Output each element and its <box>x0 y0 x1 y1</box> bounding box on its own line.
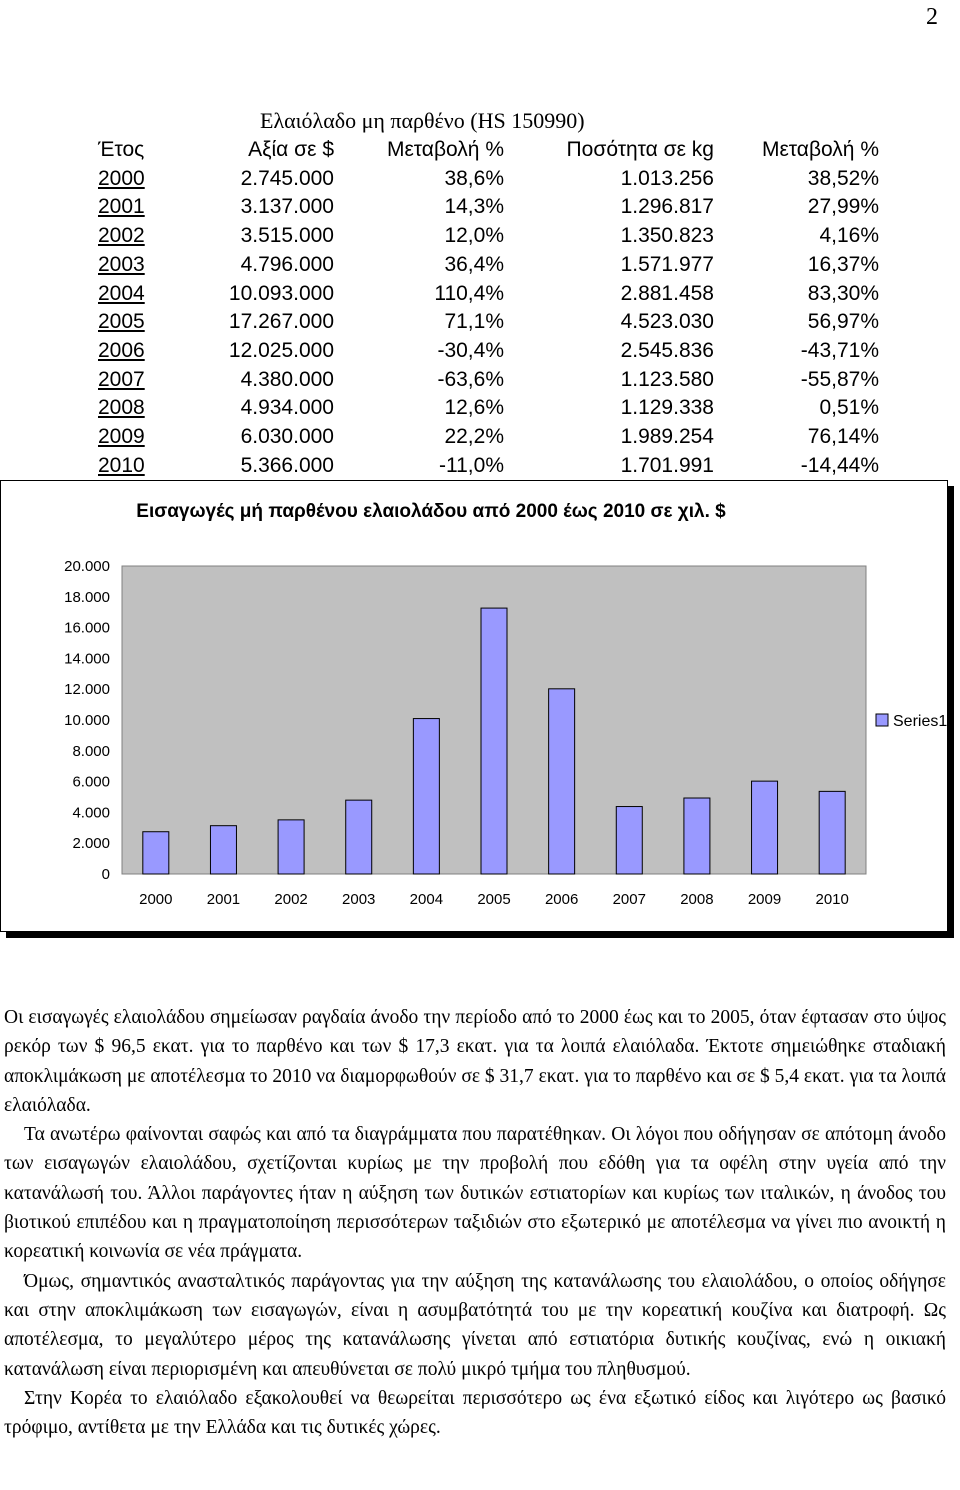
value-change-cell: 14,3% <box>444 195 504 219</box>
x-axis-ticks <box>139 891 849 908</box>
value-cell: 3.137.000 <box>240 195 334 219</box>
chart-svg <box>1 481 949 933</box>
quantity-change-cell: 76,14% <box>807 425 879 449</box>
x-tick-label: 2007 <box>612 891 646 908</box>
bar-2006 <box>549 689 575 874</box>
value-change-cell: -30,4% <box>437 338 504 362</box>
bar-2005 <box>481 608 507 874</box>
value-cell: 4.934.000 <box>240 396 334 420</box>
paragraph: Οι εισαγωγές ελαιολάδου σημείωσαν ραγδαία άνοδο την περίοδο από το 2000 έως και το 2005, όταν έφτασαν στο ύψος ρεκόρ των $ 96,5 εκατ. για το παρθένο και των $ 17,3 εκατ. για τα λοιπά ελαιόλαδα. Έκτοτε σημειώθηκε σταδιακή αποκλιμάκωση με αποτέλεσμα το 2010 να διαμορφωθούν σε $ 31,7 εκατ. για το παρθένο και σε $ 5,4 εκατ. για τα λοιπά ελαιόλαδα. <box>4 1007 946 1116</box>
quantity-cell: 1.350.823 <box>620 224 714 248</box>
bar-2008 <box>684 798 710 874</box>
value-change-cell: 110,4% <box>434 281 504 305</box>
value-cell: 4.380.000 <box>240 367 334 391</box>
value-cell: 5.366.000 <box>240 453 334 477</box>
y-tick-label: 12.000 <box>64 681 110 699</box>
quantity-cell: 1.296.817 <box>620 195 714 219</box>
quantity-change-cell: -14,44% <box>800 453 879 477</box>
y-tick-label: 18.000 <box>64 588 110 606</box>
year-cell: 2002 <box>98 224 145 248</box>
table-row <box>90 394 879 423</box>
year-cell: 2009 <box>98 425 145 449</box>
bar-2000 <box>143 832 169 874</box>
y-tick-label: 16.000 <box>64 619 110 637</box>
paragraph: Τα ανωτέρω φαίνονται σαφώς και από τα διαγράμματα που παρατέθηκαν. Οι λόγοι που οδήγησαν σε απότομη άνοδο των εισαγωγών ελαιολάδου, σχετίζονται κυρίως με την προβολή που εδόθη για τα οφέλη στην υγεία από την κατανάλωσή του. Άλλοι παράγοντες ήταν η αύξηση των δυτικών εστιατορίων και κυρίως των ιταλικών, η άνοδος του βιοτικού επιπέδου και η πραγματοποίηση περισσότερων ταξιδιών στο εξωτερικό με αποτέλεσμα να γίνει πιο ανοικτή η κορεατική κοινωνία σε νέα πράγματα. <box>4 1124 946 1263</box>
bar-2001 <box>210 826 236 874</box>
x-tick-label: 2010 <box>815 891 849 908</box>
header-value-change: Μεταβολή % <box>386 138 504 161</box>
year-cell: 2007 <box>98 367 145 391</box>
x-tick-label: 2001 <box>206 891 241 908</box>
value-change-cell: 71,1% <box>444 310 504 334</box>
y-tick-label: 14.000 <box>64 650 110 668</box>
quantity-cell: 2.881.458 <box>620 281 714 305</box>
header-quantity: Ποσότητα σε kg <box>566 138 714 161</box>
y-axis-ticks <box>64 558 110 883</box>
y-tick-label: 6.000 <box>72 773 110 791</box>
quantity-cell: 1.571.977 <box>620 252 714 276</box>
value-cell: 12.025.000 <box>228 338 334 362</box>
x-tick-label: 2008 <box>680 891 714 908</box>
bar-2003 <box>346 800 372 874</box>
table-title: Ελαιόλαδο μη παρθένο (HS 150990) <box>260 108 585 133</box>
y-tick-label: 8.000 <box>72 742 110 760</box>
table-row <box>90 308 879 337</box>
value-change-cell: -63,6% <box>437 367 504 391</box>
table-row <box>90 280 879 309</box>
table-row <box>90 251 879 280</box>
header-value: Αξία σε $ <box>248 138 334 161</box>
value-cell: 10.093.000 <box>228 281 334 305</box>
x-tick-label: 2005 <box>477 891 511 908</box>
quantity-cell: 2.545.836 <box>620 338 714 362</box>
quantity-change-cell: 4,16% <box>819 224 879 248</box>
table-row <box>90 423 879 452</box>
legend-label: Series1 <box>893 713 948 730</box>
quantity-change-cell: 27,99% <box>807 195 879 219</box>
x-tick-label: 2009 <box>747 891 782 908</box>
year-cell: 2003 <box>98 252 145 276</box>
y-tick-label: 10.000 <box>64 712 110 729</box>
year-cell: 2006 <box>98 338 145 362</box>
x-tick-label: 2003 <box>342 891 376 908</box>
quantity-change-cell: 16,37% <box>807 252 879 276</box>
value-change-cell: 38,6% <box>444 166 504 190</box>
bar-2007 <box>616 807 642 874</box>
value-change-cell: -11,0% <box>439 453 504 477</box>
value-change-cell: 22,2% <box>444 425 504 449</box>
value-cell: 3.515.000 <box>240 224 334 248</box>
bar-2010 <box>819 791 845 874</box>
year-cell: 2001 <box>98 195 145 219</box>
quantity-change-cell: 83,30% <box>807 281 879 305</box>
quantity-change-cell: -55,87% <box>800 367 879 391</box>
year-cell: 2004 <box>98 281 145 305</box>
quantity-change-cell: 38,52% <box>807 166 879 190</box>
quantity-change-cell: 56,97% <box>807 310 879 334</box>
x-tick-label: 2000 <box>139 891 173 908</box>
y-tick-label: 20.000 <box>64 558 110 575</box>
quantity-cell: 1.013.256 <box>620 166 714 190</box>
y-tick-label: 0 <box>101 866 110 883</box>
bar-chart <box>0 480 948 932</box>
value-change-cell: 12,6% <box>444 396 504 420</box>
quantity-cell: 1.701.991 <box>620 453 714 477</box>
value-cell: 17.267.000 <box>228 310 334 334</box>
x-tick-label: 2002 <box>274 891 308 908</box>
header-quantity-change: Μεταβολή % <box>761 138 879 161</box>
x-tick-label: 2004 <box>409 891 444 908</box>
quantity-change-cell: 0,51% <box>819 396 879 420</box>
quantity-cell: 1.129.338 <box>620 396 714 420</box>
quantity-cell: 1.989.254 <box>620 425 714 449</box>
y-tick-label: 2.000 <box>72 835 110 853</box>
value-cell: 4.796.000 <box>240 252 334 276</box>
table-row <box>90 366 879 395</box>
value-cell: 2.745.000 <box>240 166 334 190</box>
y-tick-label: 4.000 <box>72 804 110 822</box>
table-row <box>90 165 879 194</box>
table-row <box>90 222 879 251</box>
table-row <box>90 193 879 222</box>
year-cell: 2000 <box>98 166 145 190</box>
value-change-cell: 36,4% <box>444 252 504 276</box>
body-text <box>4 1003 946 1442</box>
year-cell: 2008 <box>98 396 145 420</box>
paragraph: Στην Κορέα το ελαιόλαδο εξακολουθεί να θεωρείται περισσότερο ως ένα εξωτικό είδος και λιγότερο ως βασικό τρόφιμο, αντίθετα με την Ελλάδα και τις δυτικές χώρες. <box>4 1387 946 1439</box>
quantity-cell: 4.523.030 <box>620 310 714 334</box>
value-cell: 6.030.000 <box>240 425 334 449</box>
year-cell: 2005 <box>98 310 145 334</box>
bar-2009 <box>752 781 778 874</box>
imports-table <box>90 136 879 480</box>
bar-2004 <box>413 719 439 874</box>
bar-2002 <box>278 820 304 874</box>
table-row <box>90 452 879 481</box>
quantity-change-cell: -43,71% <box>800 338 879 362</box>
x-tick-label: 2006 <box>544 891 579 908</box>
table-header-row <box>90 136 879 165</box>
header-year: Έτος <box>98 138 145 161</box>
table-row <box>90 337 879 366</box>
value-change-cell: 12,0% <box>444 224 504 248</box>
paragraph: Όμως, σημαντικός ανασταλτικός παράγοντας για την αύξηση της κατανάλωσης του ελαιολάδου, ο οποίος οδήγησε και στην αποκλιμάκωση των εισαγωγών, είναι η ασυμβατότητά του με την κορεατική κουζίνα και διατροφή. Ως αποτέλεσμα, το μεγαλύτερο μέρος της κατανάλωσης γίνεται από εστιατόρια δυτικής κουζίνας, ενώ η οικιακή κατανάλωση είναι περιορισμένη και απευθύνεται σε πολύ μικρό τμήμα του πληθυσμού. <box>4 1270 946 1380</box>
legend-swatch <box>876 714 888 726</box>
legend <box>876 713 947 730</box>
year-cell: 2010 <box>98 453 145 477</box>
chart-title: Εισαγωγές μή παρθένου ελαιολάδου από 2000 έως 2010 σε χιλ. $ <box>136 501 726 522</box>
page-number: 2 <box>926 4 938 30</box>
quantity-cell: 1.123.580 <box>620 367 714 391</box>
